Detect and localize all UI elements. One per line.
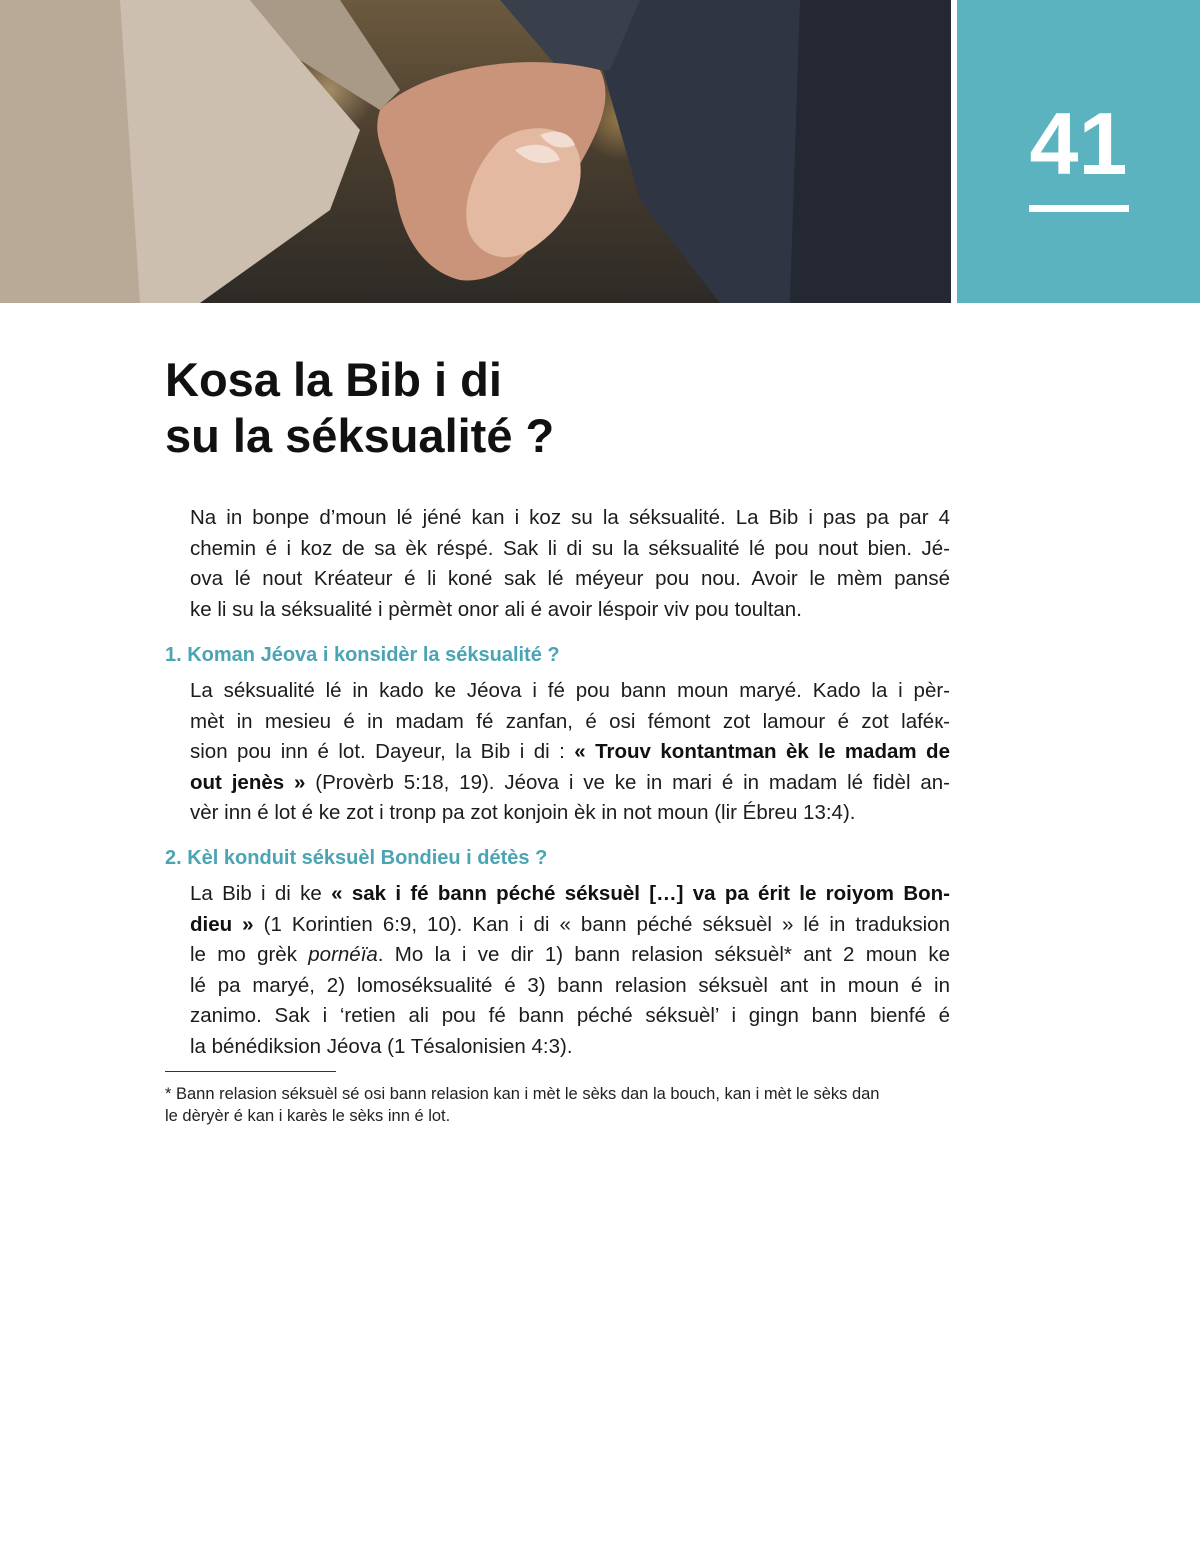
chapter-number-panel: [957, 0, 1200, 303]
section-1-text: sion pou inn é lot. Dayeur, la Bib i di :: [190, 740, 575, 763]
section-2-text: La Bib i di ke: [190, 882, 332, 905]
page-title-line-2: su la séksualité ?: [165, 409, 555, 462]
section-2-line: [190, 879, 950, 910]
section-2-heading: 2. Kèl konduit séksuèl Bondieu i détès ?: [165, 847, 548, 869]
section-1-line: La séksualité lé in kado ke Jéova i fé pou bann moun maryé. Kado la i pèr-: [190, 679, 950, 702]
page-title-line-1: Kosa la Bib i di: [165, 353, 502, 406]
intro-line: chemin é i koz de sa èk réspé. Sak li di su la séksualité lé pou nout bien. Jé-: [190, 536, 950, 560]
proverbs-quote-end: out jenès »: [190, 770, 306, 794]
section-2-line: [190, 910, 950, 941]
section-2-text: . Mo la i ve dir 1) bann relasion séksuèl* ant 2 moun ke: [377, 943, 950, 966]
header-photo-holding-hands: [0, 0, 951, 303]
section-1-text: (Provèrb 5:18, 19). Jéova i ve ke in mari é in madam lé fidèl an-: [305, 770, 950, 794]
intro-line: ke li su la séksualité i pèrmèt onor ali é avoir léspoir viv pou toultan.: [190, 597, 802, 621]
intro-paragraph: [190, 503, 950, 625]
section-1-line: vèr inn é lot é ke zot i tronp pa zot konjoin èk in not moun (lir Ébreu 13:4).: [190, 801, 856, 824]
intro-line: Na in bonpe d’moun lé jéné kan i koz su la séksualité. La Bib i pas pa par 4: [190, 506, 950, 529]
holding-hands-illustration: [0, 0, 951, 303]
section-1-line: [190, 737, 950, 768]
intro-line: ova lé nout Kréateur é li koné sak lé méyeur pou nou. Avoir le mèm pansé: [190, 567, 950, 590]
section-2-line: lé pa maryé, 2) lomoséksualité é 3) bann relasion séksuèl ant in moun é in: [190, 973, 950, 997]
chapter-number-underline: [1029, 205, 1129, 212]
footnote-line: le dèryèr é kan i karès le sèks inn é lot.: [165, 1107, 451, 1125]
section-1-line: [190, 768, 950, 799]
proverbs-quote: « Trouv kontantman èk le madam de: [574, 740, 950, 763]
section-1-paragraph: [190, 676, 950, 829]
section-2-text: le mo grèk: [190, 943, 309, 966]
section-2-line: [190, 940, 950, 971]
greek-word: pornéïa: [308, 943, 378, 966]
section-1-heading: 1. Koman Jéova i konsidèr la séksualité ?: [165, 644, 560, 666]
footnote-line: * Bann relasion séksuèl sé osi bann relasion kan i mèt le sèks dan la bouch, kan i mèt le sèks dan: [165, 1085, 880, 1103]
chapter-number: 41: [1029, 94, 1128, 193]
footnote: [165, 1083, 950, 1127]
corinthians-quote: « sak i fé bann péché séksuèl […] va pa érit le roiyom Bon-: [331, 882, 950, 905]
section-1-line: mèt in mesieu é in madam fé zanfan, é osi fémont zot lamour é zot laféк-: [190, 709, 950, 733]
section-2-paragraph: [190, 879, 950, 1062]
section-2-line: la bénédiksion Jéova (1 Tésalonisien 4:3).: [190, 1034, 573, 1058]
corinthians-quote-end: dieu »: [190, 912, 254, 936]
footnote-divider: [165, 1071, 336, 1072]
page-title: [165, 352, 554, 464]
section-2-line: zanimo. Sak i ‘retien ali pou fé bann péché séksuèl’ i gingn bann bienfé é: [190, 1004, 950, 1027]
section-2-text: (1 Korintien 6:9, 10). Kan i di « bann péché séksuèl » lé in traduksion: [253, 912, 950, 936]
